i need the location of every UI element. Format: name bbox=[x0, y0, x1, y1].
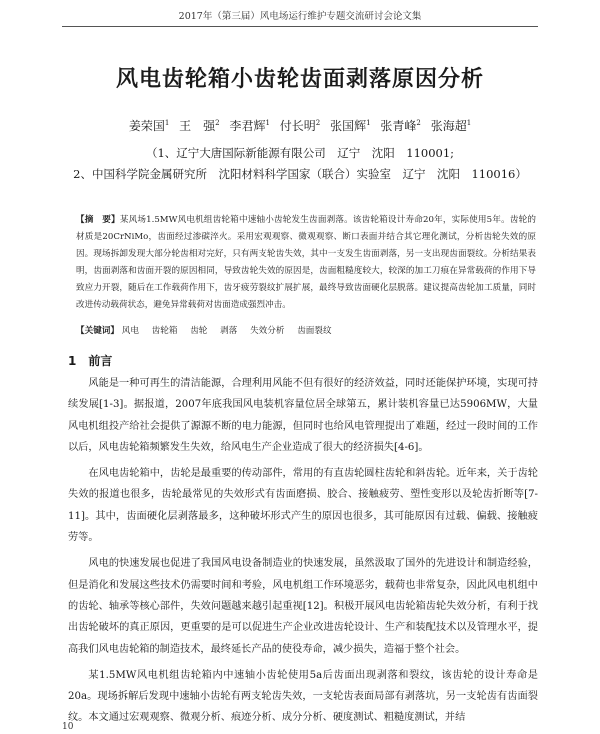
abstract-text: 某风场1.5MW风电机组齿轮箱中速轴小齿轮发生齿面剥落。该齿轮箱设计寿命20年，实际使用5年。齿轮的材质是20CrNiMo，齿面经过渗碳淬火。采用宏观观察、微观观察、断口表面并结合其它理化测试，分析齿轮失效的原因。现场拆卸发现大部分轮齿相对完好，只有两支轮齿失效，其中一支发生齿面剥落，另一支出现齿面裂纹。分析结果表明，齿面剥落和齿面开裂的原因相同，导致齿轮失效的原因是，齿面粗糙度较大，较深的加工刀痕在异常载荷的作用下导致应力开裂，随后在工作载荷作用下，齿牙疲劳裂纹扩展扩展，最终导致齿面硬化层脱落。建议提高齿轮加工质量，同时改进传动载荷状态，避免异常载荷对齿面造成强烈冲击。 bbox=[76, 215, 536, 310]
running-header: 2017年（第三届）风电场运行维护专题交流研讨会论文集 bbox=[62, 8, 538, 27]
paragraph: 风电的快速发展也促进了我国风电设备制造业的快速发展，虽然汲取了国外的先进设计和制造经验，但是消化和发展这些技术仍需要时间和考验，风电机组工作环境恶劣，载荷也非常复杂，因此风电机组中的齿轮、轴承等核心部件，失效问题越来越引起重视[12]。积极开展风电齿轮箱齿轮失效分析，有利于找出齿轮破坏的真正原因，更重要的是可以促进生产企业改进齿轮设计、生产和装配技术以及管理水平，提高我们风电齿轮箱的制造技术，最终延长产品的使役寿命，减少损失，造福于整个社会。 bbox=[68, 558, 538, 655]
keywords-label: 【关键词】 bbox=[76, 326, 119, 336]
keyword: 齿轮 bbox=[190, 326, 208, 336]
paragraph: 某1.5MW风电机组齿轮箱内中速轴小齿轮使用5a后齿面出现剥落和裂纹，该齿轮的设计寿命是20a。现场拆解后发现中速轴小齿轮有两支轮齿失效，一支轮齿表面局部有剥落坑，另一支轮齿有齿面裂纹。本文通过宏观观察、微观分析、痕迹分析、成分分析、硬度测试、粗糙度测试，并结 bbox=[68, 669, 538, 724]
affiliation-2: 2、中国科学院金属研究所 沈阳材料科学国家（联合）实验室 辽宁 沈阳 110016） bbox=[73, 167, 527, 181]
author: 张海超$^1$ bbox=[430, 119, 472, 133]
author: 付长明$^2$ bbox=[279, 119, 321, 133]
author: 王 强$^2$ bbox=[179, 119, 220, 133]
author: 姜荣国$^1$ bbox=[128, 119, 170, 133]
keywords bbox=[76, 324, 536, 336]
affiliation-1: （1、辽宁大唐国际新能源有限公司 辽宁 沈阳 110001; bbox=[145, 146, 455, 160]
author: 张青峰$^2$ bbox=[380, 119, 421, 133]
keyword: 齿面裂纹 bbox=[297, 326, 332, 336]
abstract bbox=[76, 212, 536, 314]
keyword: 齿轮箱 bbox=[151, 326, 178, 336]
body-text bbox=[68, 373, 538, 734]
paragraph: 在风电齿轮箱中，齿轮是最重要的传动部件，常用的有直齿轮圆柱齿轮和斜齿轮。近年来，关于齿轮失效的报道也很多，齿轮最常见的失效形式有齿面磨损、胶合、接触疲劳、塑性变形以及轮齿折断等[7-11]。其中，齿面硬化层剥落最多，这种破坏形式产生的原因也很多，其可能原因有过载、偏载、接触疲劳等。 bbox=[68, 468, 538, 544]
keyword: 失效分析 bbox=[250, 326, 285, 336]
page-number: 10 bbox=[62, 722, 74, 732]
section-heading-introduction: 1 前言 bbox=[68, 354, 113, 368]
paragraph: 风能是一种可再生的清洁能源，合理利用风能不但有很好的经济效益，同时还能保护环境，实现可持续发展[1-3]。据报道，2007年底我国风电装机容量位居全球第五，累计装机容量已达5906MW，大量风电机组投产给社会提供了源源不断的电力能源，但同时也给风电管理提出了难题，经过一段时间的工作以后，风电齿轮箱频繁发生失效，给风电生产企业造成了很大的经济损失[4-6]。 bbox=[68, 378, 538, 453]
paper-title: 风电齿轮箱小齿轮齿面剥落原因分析 bbox=[115, 67, 484, 92]
abstract-label: 【摘 要】 bbox=[76, 215, 120, 225]
author: 李君辉$^1$ bbox=[229, 119, 270, 133]
author-list bbox=[0, 117, 600, 134]
author: 张国辉$^1$ bbox=[330, 119, 371, 133]
keyword: 风电 bbox=[121, 326, 139, 336]
keyword: 剥落 bbox=[220, 326, 238, 336]
